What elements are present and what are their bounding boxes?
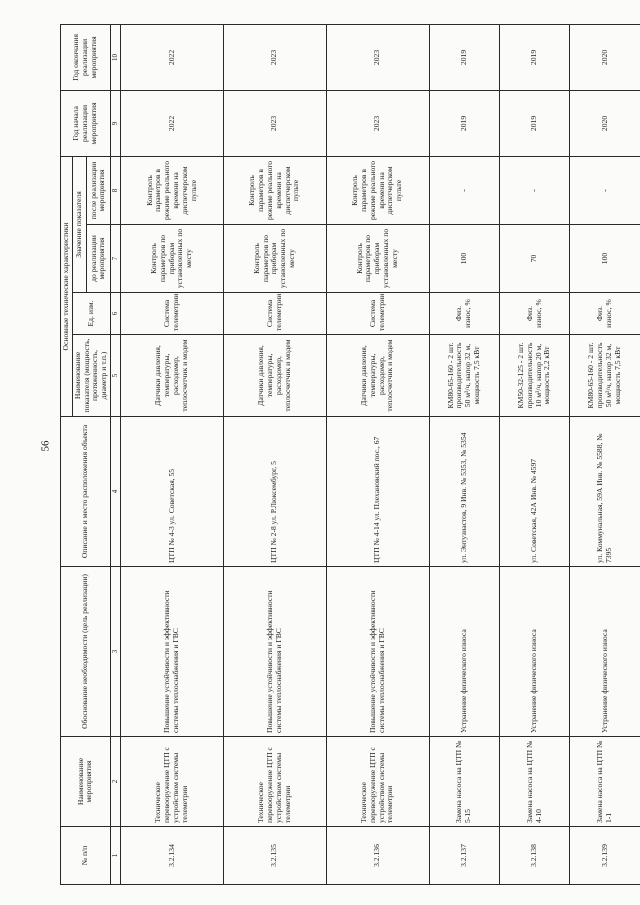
- cell-year-end: 2023: [326, 24, 429, 90]
- cell-location: ЦТП № 2-8 ул. Р.Люксембург, 5: [223, 417, 326, 567]
- cell-num: 3.2.138: [499, 827, 569, 885]
- cell-name: Замена насоса на ЦТП № 1-1: [570, 737, 640, 827]
- cell-indicator: КМ50-32-125 - 2 шт. производительность 10 м³/ч, напор 20 м, мощность 2,2 кВт: [499, 335, 569, 417]
- header-num: № п/п: [61, 827, 111, 885]
- table-row: [429, 24, 499, 884]
- cell-unit: Физ. износ, %: [499, 293, 569, 335]
- cell-after: Контроль параметров в режиме реального времени на диспетчерском пульте: [223, 156, 326, 224]
- cell-num: 3.2.139: [570, 827, 640, 885]
- column-number: 6: [110, 293, 120, 335]
- header-location: Описание и место расположения объекта: [61, 417, 111, 567]
- cell-year-start: 2022: [120, 90, 223, 156]
- cell-year-end: 2022: [120, 24, 223, 90]
- cell-after: -: [570, 156, 640, 224]
- cell-year-start: 2019: [499, 90, 569, 156]
- cell-before: 100: [429, 225, 499, 293]
- header-indicator-value: Значение показателя: [72, 156, 86, 292]
- page-number: 56: [39, 440, 52, 452]
- cell-before: Контроль параметров по приборам установленных по месту: [223, 225, 326, 293]
- cell-indicator: Датчики давления, температуры, расходомер, теплосчетчик и модем: [120, 335, 223, 417]
- cell-year-end: 2019: [499, 24, 569, 90]
- cell-indicator: КМ80-65-160 - 2 шт. производительность 50 м³/ч, напор 32 м, мощность 7,5 кВт: [570, 335, 640, 417]
- cell-indicator: Датчики давления, температуры, расходомер, теплосчетчик и модем: [223, 335, 326, 417]
- cell-after: Контроль параметров в режиме реального времени на диспетчерском пульте: [120, 156, 223, 224]
- cell-year-start: 2023: [326, 90, 429, 156]
- cell-num: 3.2.134: [120, 827, 223, 885]
- rotated-table-wrapper: [60, 25, 635, 885]
- header-reason: Обоснование необходимости (цель реализации): [61, 567, 111, 737]
- header-year-end: Год окончания реализации мероприятия: [61, 24, 111, 90]
- cell-location: ЦТП № 4-3 ул. Советская, 55: [120, 417, 223, 567]
- column-number: 10: [110, 24, 120, 90]
- table-row: [570, 24, 640, 884]
- cell-year-start: 2023: [223, 90, 326, 156]
- cell-location: ЦТП № 4-14 ул. Плехановский пос., 67: [326, 417, 429, 567]
- cell-before: 100: [570, 225, 640, 293]
- header-indicator-name: Наименование показателя (мощность, протяженность, диаметр и т.п.): [72, 335, 110, 417]
- cell-unit: Физ. износ, %: [429, 293, 499, 335]
- header-unit: Ед. изм.: [72, 293, 110, 335]
- cell-before: Контроль параметров по приборам установленных по месту: [326, 225, 429, 293]
- cell-reason: Повышение устойчивости и эффективности системы теплоснабжения и ГВС: [326, 567, 429, 737]
- cell-location: ул. Советская, 42А Инв. № 4597: [499, 417, 569, 567]
- cell-unit: Система телеметрии: [120, 293, 223, 335]
- table-row: [499, 24, 569, 884]
- cell-year-end: 2020: [570, 24, 640, 90]
- column-number: 2: [110, 737, 120, 827]
- header-before: до реализации мероприятия: [86, 225, 110, 293]
- column-number: 8: [110, 156, 120, 224]
- cell-num: 3.2.136: [326, 827, 429, 885]
- cell-reason: Повышение устойчивости и эффективности системы теплоснабжения и ГВС: [120, 567, 223, 737]
- cell-unit: Физ. износ, %: [570, 293, 640, 335]
- cell-unit: Система телеметрии: [223, 293, 326, 335]
- cell-after: -: [499, 156, 569, 224]
- table-row: [326, 24, 429, 884]
- cell-reason: Устранение физического износа: [429, 567, 499, 737]
- cell-location: ул. Коммунальная, 59А Инв. № 5588, № 7395: [570, 417, 640, 567]
- column-number: 5: [110, 335, 120, 417]
- cell-after: Контроль параметров в режиме реального времени на диспетчерском пульте: [326, 156, 429, 224]
- cell-year-end: 2023: [223, 24, 326, 90]
- column-number: 4: [110, 417, 120, 567]
- table-body: [120, 24, 640, 884]
- column-number: 1: [110, 827, 120, 885]
- cell-unit: Система телеметрии: [326, 293, 429, 335]
- cell-indicator: Датчики давления, температуры, расходомер, теплосчетчик и модем: [326, 335, 429, 417]
- cell-before: 70: [499, 225, 569, 293]
- cell-reason: Устранение физического износа: [499, 567, 569, 737]
- cell-after: -: [429, 156, 499, 224]
- cell-reason: Устранение физического износа: [570, 567, 640, 737]
- column-number: 3: [110, 567, 120, 737]
- header-main-characteristics: Основные технические характеристики: [61, 156, 73, 416]
- cell-year-end: 2019: [429, 24, 499, 90]
- column-number: 9: [110, 90, 120, 156]
- cell-name: Техническое перевооружение ЦТП с устройством системы телеметрии: [223, 737, 326, 827]
- header-after: после реализации мероприятия: [86, 156, 110, 224]
- cell-location: ул. Энтузиастов, 9 Инв. № 5353, № 5354: [429, 417, 499, 567]
- measures-table: [60, 24, 640, 885]
- cell-name: Замена насоса на ЦТП № 4-10: [499, 737, 569, 827]
- cell-reason: Повышение устойчивости и эффективности системы теплоснабжения и ГВС: [223, 567, 326, 737]
- table-header: [61, 24, 121, 884]
- cell-num: 3.2.135: [223, 827, 326, 885]
- cell-num: 3.2.137: [429, 827, 499, 885]
- cell-name: Техническое перевооружение ЦТП с устройством системы телеметрии: [120, 737, 223, 827]
- header-year-start: Год начала реализации мероприятия: [61, 90, 111, 156]
- column-number-row: [110, 24, 120, 884]
- cell-year-start: 2020: [570, 90, 640, 156]
- cell-name: Техническое перевооружение ЦТП с устройством системы телеметрии: [326, 737, 429, 827]
- column-number: 7: [110, 225, 120, 293]
- header-name: Наименование мероприятия: [61, 737, 111, 827]
- cell-name: Замена насоса на ЦТП № 5-15: [429, 737, 499, 827]
- table-row: [223, 24, 326, 884]
- cell-year-start: 2019: [429, 90, 499, 156]
- cell-indicator: КМ80-65-160 - 2 шт. производительность 50 м³/ч, напор 32 м, мощность 7,5 кВт: [429, 335, 499, 417]
- table-row: [120, 24, 223, 884]
- cell-before: Контроль параметров по приборам установленных по месту: [120, 225, 223, 293]
